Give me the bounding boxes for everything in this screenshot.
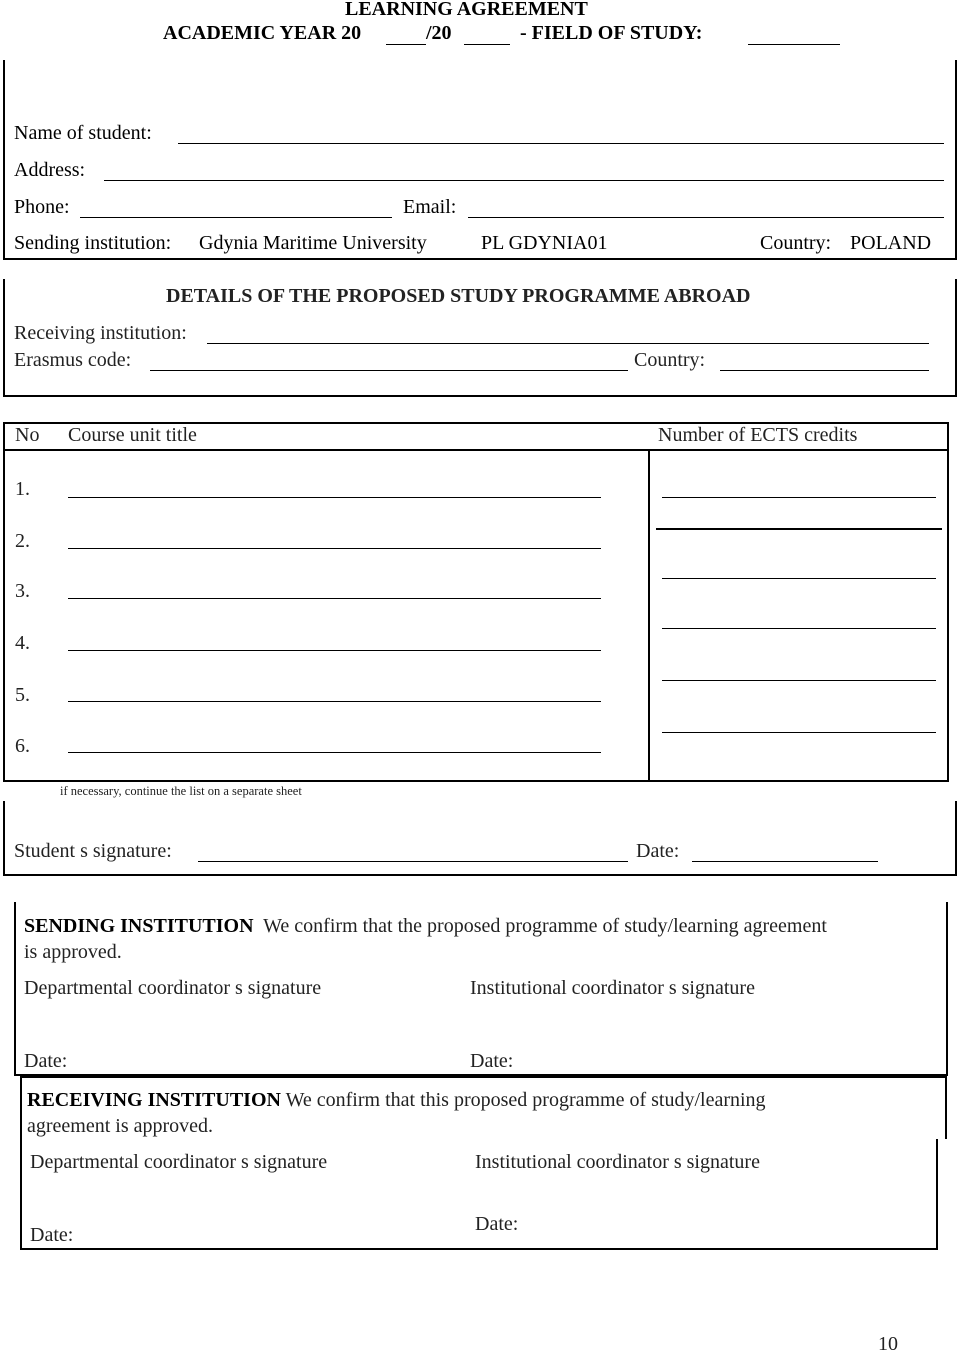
student-signature-field[interactable]: [198, 861, 628, 862]
email-label: Email:: [403, 196, 457, 218]
receiving-country-label: Country:: [634, 349, 706, 371]
address-field[interactable]: [104, 180, 944, 181]
course-row-number: 2.: [15, 530, 30, 552]
sending-approval-statement-cont: is approved.: [24, 941, 122, 963]
course-table-header-divider: [3, 449, 949, 451]
receiving-inst-date-label: Date:: [475, 1213, 519, 1235]
receiving-box-right-upper: [945, 1076, 947, 1139]
receiving-box-top: [20, 1076, 947, 1078]
year-start-field[interactable]: [386, 44, 426, 45]
receiving-inst-coordinator-label: Institutional coordinator s signature: [475, 1151, 760, 1173]
receiving-dept-date-label: Date:: [30, 1224, 74, 1246]
course-row-number: 5.: [15, 684, 30, 706]
page-number: 10: [878, 1333, 898, 1355]
academic-year-separator: /20: [426, 22, 452, 44]
email-field[interactable]: [468, 217, 944, 218]
sending-approval-text: [24, 915, 827, 938]
form-title: LEARNING AGREEMENT: [345, 0, 588, 20]
course-no-header: No: [15, 424, 40, 446]
student-info-box: [3, 60, 957, 260]
erasmus-code-field[interactable]: [150, 370, 628, 371]
programme-heading: DETAILS OF THE PROPOSED STUDY PROGRAMME ABROAD: [166, 285, 751, 307]
sending-dept-coordinator-label: Departmental coordinator s signature: [24, 977, 322, 999]
student-date-field[interactable]: [692, 861, 878, 862]
course-title-field[interactable]: [68, 497, 601, 498]
ects-field[interactable]: [662, 497, 936, 498]
phone-label: Phone:: [14, 196, 70, 218]
field-of-study-field[interactable]: [748, 44, 840, 45]
receiving-country-field[interactable]: [720, 370, 929, 371]
course-table: [3, 422, 949, 782]
student-signature-box: [3, 801, 957, 876]
course-title-field[interactable]: [68, 752, 601, 753]
field-of-study-label: - FIELD OF STUDY:: [520, 22, 703, 44]
receiving-box-left-upper: [20, 1076, 22, 1139]
erasmus-code-label: Erasmus code:: [14, 349, 132, 371]
course-row-number: 6.: [15, 735, 30, 757]
course-row-number: 3.: [15, 580, 30, 602]
sending-institution-code: PL GDYNIA01: [481, 232, 608, 254]
ects-field[interactable]: [662, 680, 936, 681]
course-row-number: 1.: [15, 478, 30, 500]
receiving-dept-coordinator-label: Departmental coordinator s signature: [30, 1151, 328, 1173]
receiving-approval-statement-cont: agreement is approved.: [27, 1115, 214, 1137]
ects-field[interactable]: [656, 528, 942, 530]
ects-field[interactable]: [662, 732, 936, 733]
student-name-label: Name of student:: [14, 122, 152, 144]
sending-institution-value: Gdynia Maritime University: [199, 232, 427, 254]
course-title-header: Course unit title: [68, 424, 197, 446]
ects-header: Number of ECTS credits: [658, 424, 858, 446]
course-title-field[interactable]: [68, 701, 601, 702]
student-signature-label: Student s signature:: [14, 840, 172, 862]
continue-note: if necessary, continue the list on a separate sheet: [60, 784, 302, 798]
ects-field[interactable]: [662, 628, 936, 629]
course-table-column-divider: [648, 449, 650, 782]
sending-country-label: Country:: [760, 232, 832, 254]
course-title-field[interactable]: [68, 650, 601, 651]
course-row-number: 4.: [15, 632, 30, 654]
receiving-institution-label: Receiving institution:: [14, 322, 187, 344]
sending-inst-coordinator-label: Institutional coordinator s signature: [470, 977, 755, 999]
sending-dept-date-label: Date:: [24, 1050, 68, 1072]
sending-institution-label: Sending institution:: [14, 232, 172, 254]
receiving-approval-text: [27, 1089, 766, 1112]
ects-field[interactable]: [662, 578, 936, 579]
phone-field[interactable]: [80, 217, 392, 218]
receiving-institution-field[interactable]: [207, 343, 929, 344]
receiving-institution-heading: RECEIVING INSTITUTION: [27, 1089, 281, 1111]
year-end-field[interactable]: [464, 44, 510, 45]
receiving-approval-statement: We confirm that this proposed programme of study/learning: [285, 1089, 766, 1111]
sending-approval-statement: We confirm that the proposed programme of study/learning agreement: [263, 915, 827, 937]
sending-inst-date-label: Date:: [470, 1050, 514, 1072]
sending-institution-heading: SENDING INSTITUTION: [24, 915, 254, 937]
student-date-label: Date:: [636, 840, 680, 862]
student-name-field[interactable]: [178, 143, 944, 144]
course-title-field[interactable]: [68, 548, 601, 549]
address-label: Address:: [14, 159, 86, 181]
sending-country-value: POLAND: [850, 232, 932, 254]
course-title-field[interactable]: [68, 598, 601, 599]
academic-year-label: ACADEMIC YEAR 20: [163, 22, 362, 44]
